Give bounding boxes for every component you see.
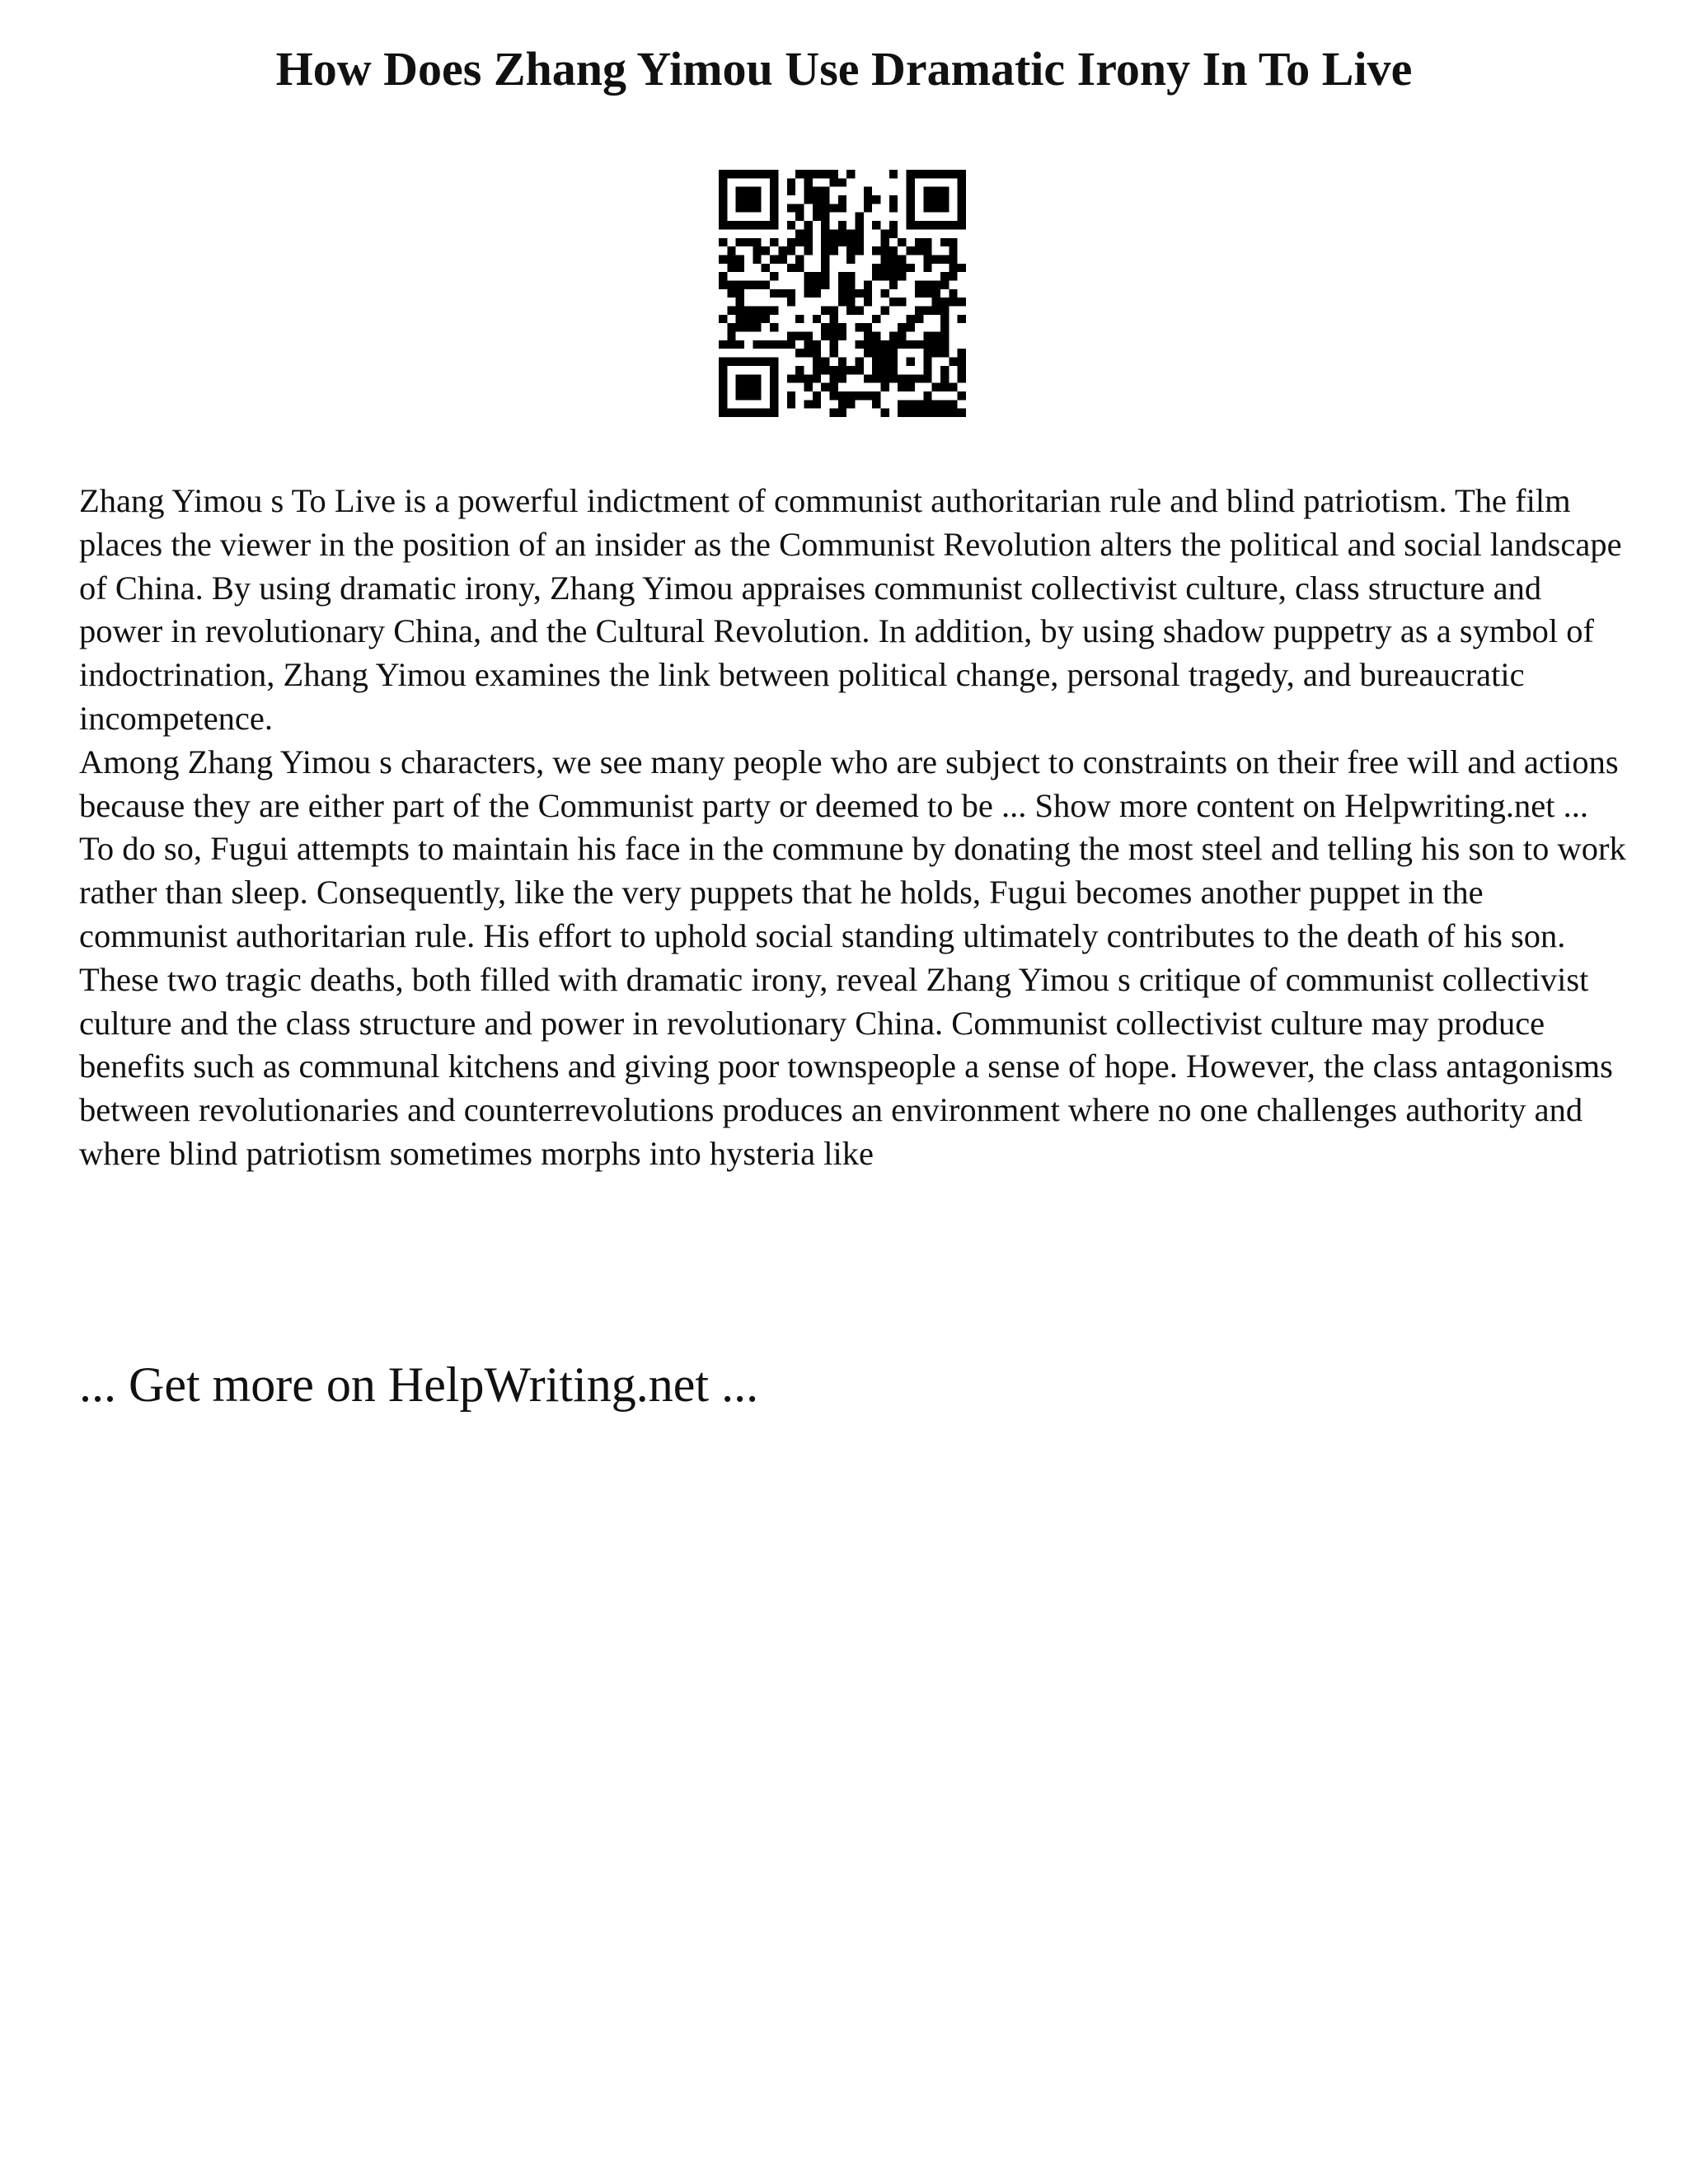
paragraph: These two tragic deaths, both filled with dramatic irony, reveal Zhang Yimou s critique of communist collectivist culture and the class structure and power in revolutionary China. Communist collectivist culture may produce benefits such as communal kitchens and giving poor townspeople a sense of hope. However, the class antagonisms between revolutionaries and counterrevolutions produces an environment where no one challenges authority and where blind patriotism sometimes morphs into hysteria like [79, 960, 1613, 1172]
paragraph: Zhang Yimou s To Live is a powerful indictment of communist authoritarian rule and blind patriotism. The film places the viewer in the position of an insider as the Communist Revolution alters the political and social landscape of China. By using dramatic irony, Zhang Yimou appraises communist collectivist culture, class structure and power in revolutionary China, and the Cultural Revolution. In addition, by using shadow puppetry as a symbol of indoctrination, Zhang Yimou examines the link between political change, personal tragedy, and bureaucratic incompetence. [79, 482, 1622, 737]
paragraph: Among Zhang Yimou s characters, we see many people who are subject to constraints on their free will and actions because they are either part of the Communist party or deemed to be ... Show more content on Helpwriting.net ... [79, 743, 1619, 824]
get-more-link[interactable]: ... Get more on HelpWriting.net ... [79, 1357, 759, 1412]
page-title: How Does Zhang Yimou Use Dramatic Irony In To Live [275, 42, 1413, 96]
qr-code-icon [719, 170, 966, 417]
paragraph: To do so, Fugui attempts to maintain his face in the commune by donating the most steel and telling his son to work rather than sleep. Consequently, like the very puppets that he holds, Fugui becomes another puppet in the communist authoritarian rule. His effort to uphold social standing ultimately contributes to the death of his son. [79, 830, 1626, 954]
article-body [79, 480, 1629, 1176]
